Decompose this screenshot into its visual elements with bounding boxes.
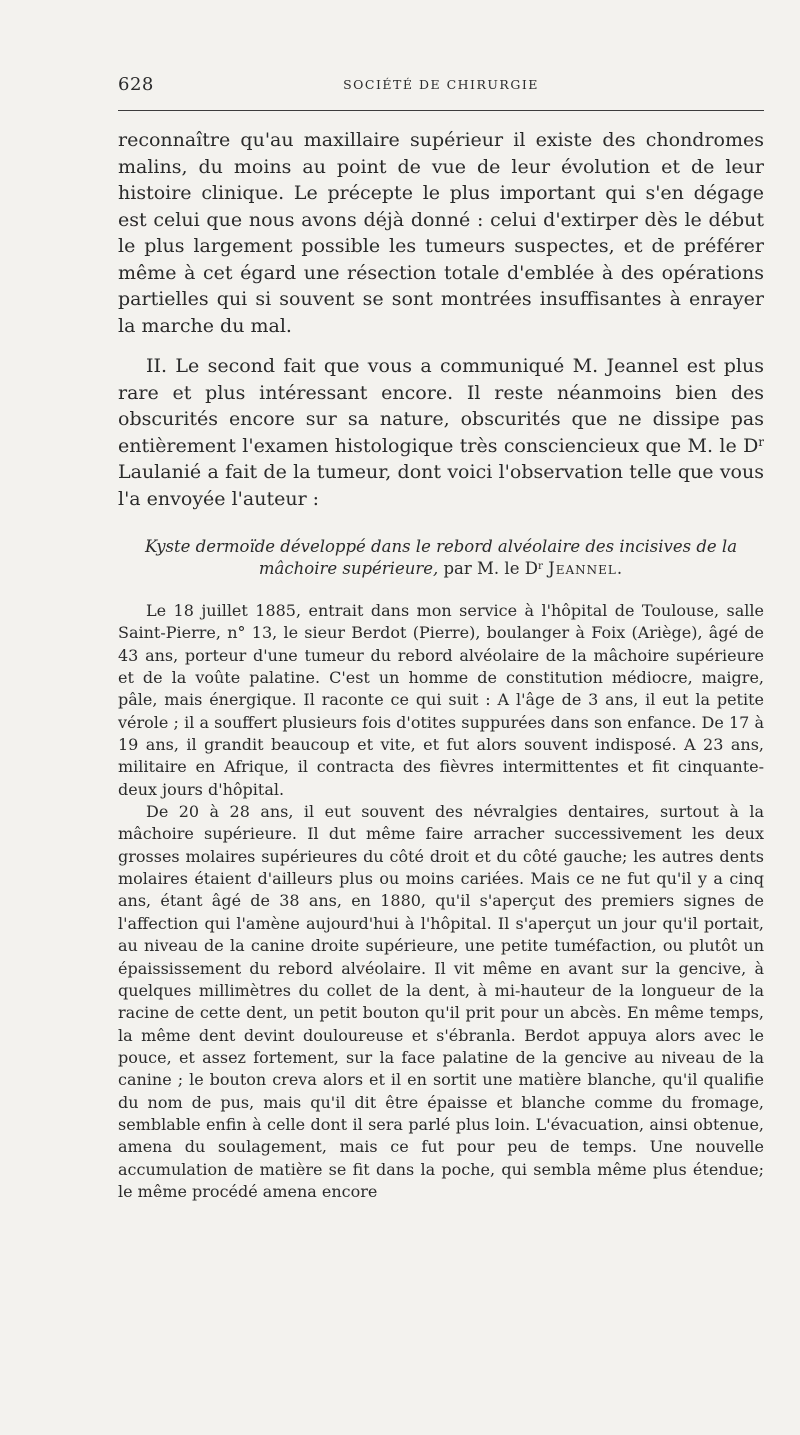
body-text [118, 127, 764, 1203]
running-head: SOCIÉTÉ DE CHIRURGIE [343, 77, 539, 92]
case-title-superscript: r [537, 560, 543, 572]
page-header [118, 74, 764, 98]
paragraph-gap [118, 339, 764, 353]
paragraph-2 [118, 353, 764, 512]
case-title-italic: Kyste dermoïde développé dans le rebord alvéolaire des incisives de la mâchoire supérieure, [144, 537, 738, 578]
case-report-paragraph-2: De 20 à 28 ans, il eut souvent des névralgies dentaires, surtout à la mâchoire supérieure. Il dut même faire arracher successivement les deux grosses molaires supérieures du côté droit et du côté gauche; les autres dents molaires étaient d'ailleurs plus ou moins cariées. Mais ce ne fut qu'il y a cinq ans, étant âgé de 38 ans, en 1880, qu'il s'aperçut des premiers signes de l'affection qui l'amène aujourd'hui à l'hôpital. Il s'aperçut un jour qu'il portait, au niveau de la canine droite supérieure, une petite tuméfaction, ou plutôt un épaississement du rebord alvéolaire. Il vit même en avant sur la gencive, à quelques millimètres du collet de la dent, à mi-hauteur de la longueur de la racine de cette dent, un petit bouton qu'il prit pour un abcès. En même temps, la même dent devint douloureuse et s'ébranla. Berdot appuya alors avec le pouce, et assez fortement, sur la face palatine de la gencive au niveau de la canine ; le bouton creva alors et il en sortit une matière blanche, qu'il qualifie du nom de pus, mais qu'il dit être épaisse et blanche comme du fromage, semblable enfin à celle dont il sera parlé plus loin. L'évacuation, ainsi obtenue, amena du soulagement, mais ce fut pour peu de temps. Une nouvelle accumulation de matière se fit dans la poche, qui sembla même plus étendue; le même procédé amena encore [118, 802, 764, 1201]
paragraph-1: reconnaître qu'au maxillaire supérieur il existe des chondromes malins, du moins au point de vue de leur évolution et de leur histoire clinique. Le précepte le plus important qui s'en dégage est celui que nous avons déjà donné : celui d'extirper dès le début le plus largement possible les tumeurs suspectes, et de préférer même à cet égard une résection totale d'emblée à des opérations partielles qui si souvent se sont montrées insuffisantes à enrayer la marche du mal. [118, 129, 764, 337]
doctor-abbrev-superscript: r [758, 434, 764, 449]
page-number: 628 [118, 74, 154, 95]
title-after-gap [118, 580, 764, 600]
case-title-author: Jeannel. [548, 559, 624, 578]
case-title [118, 536, 764, 580]
case-report-paragraph-1: Le 18 juillet 1885, entrait dans mon service à l'hôpital de Toulouse, salle Saint-Pierre, n° 13, le sieur Berdot (Pierre), boulanger à Foix (Ariège), âgé de 43 ans, porteur d'une tumeur du rebord alvéolaire de la mâchoire supérieure et de la voûte palatine. C'est un homme de constitution médiocre, maigre, pâle, mais énergique. Il raconte ce qui suit : A l'âge de 3 ans, il eut la petite vérole ; il a souffert plusieurs fois d'otites suppurées dans son enfance. De 17 à 19 ans, il grandit beaucoup et vite, et fut alors souvent indisposé. A 23 ans, militaire en Afrique, il contracta des fièvres intermittentes et fit cinquante-deux jours d'hôpital. [118, 601, 764, 799]
header-rule [118, 110, 764, 111]
paragraph-2-text-end: Laulanié a fait de la tumeur, dont voici l'observation telle que vous l'a envoyée l'auteur : [118, 461, 764, 510]
case-title-by: par M. le D [438, 559, 538, 578]
paragraph-2-text-start: II. Le second fait que vous a communiqué M. Jeannel est plus rare et plus intéressant encore. Il reste néanmoins bien des obscurités encore sur sa nature, obscurités que ne dissipe pas entièrement l'examen histologique très consciencieux que M. le D [118, 355, 764, 457]
title-gap [118, 512, 764, 536]
